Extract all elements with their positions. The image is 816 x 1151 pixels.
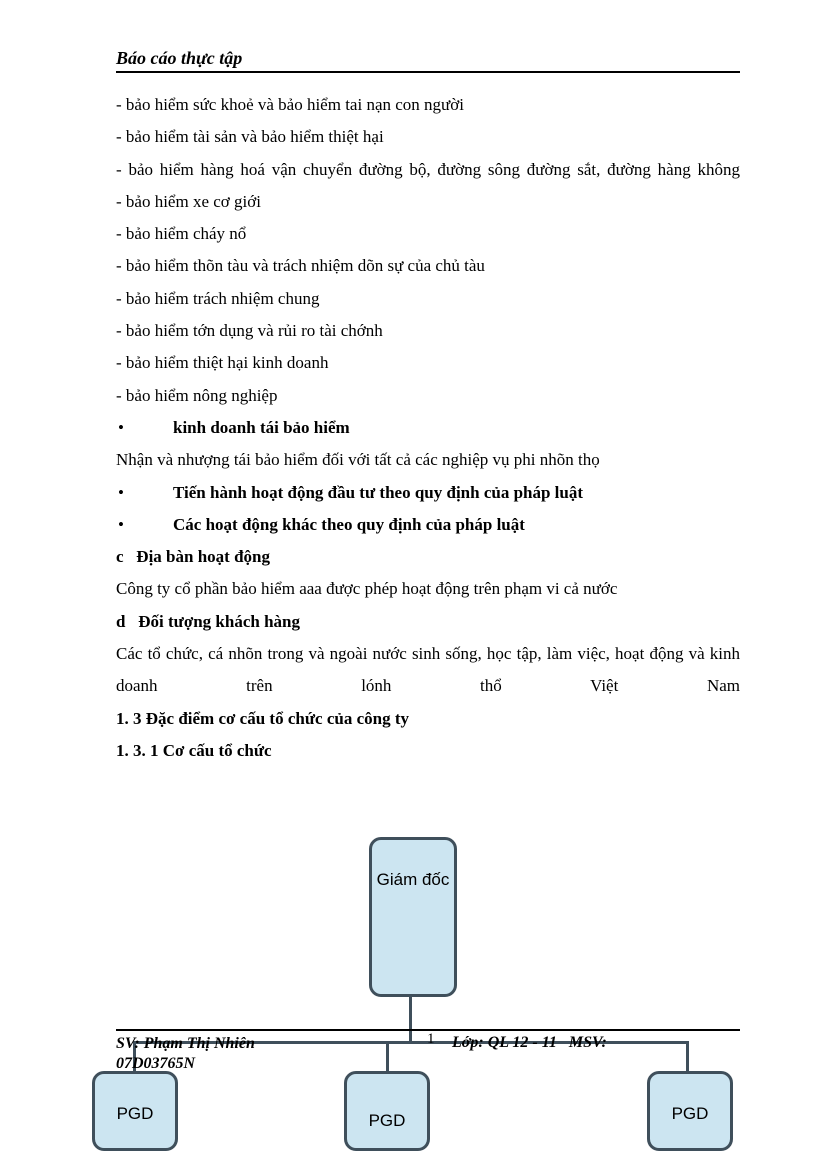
- footer-student: SV: Phạm Thị Nhiên 07D03765N: [116, 1035, 255, 1072]
- heading-org-structure: 1. 3. 1 Cơ cấu tổ chức: [116, 740, 272, 760]
- bullet-text: Các hoạt động khác theo quy định của pháp luật: [173, 514, 525, 534]
- connector-center-down: [386, 1041, 389, 1073]
- customers-text: Các tổ chức, cá nhõn trong và ngoài nước sinh sống, học tập, làm việc, hoạt động và kinh doanh trên lónh thổ Việt Nam: [116, 644, 740, 696]
- org-box-deputy: PGD: [92, 1071, 178, 1151]
- reinsurance-text: Nhận và nhượng tái bảo hiểm đối với tất cả các nghiệp vụ phi nhõn thọ: [116, 450, 600, 470]
- bullet-icon: •: [118, 514, 124, 534]
- header-rule: [116, 71, 740, 73]
- bullet-other: [116, 509, 740, 541]
- list-item: - bảo hiểm thiệt hại kinh doanh: [116, 353, 329, 373]
- list-item: - bảo hiểm tớn dụng và rủi ro tài chớnh: [116, 321, 383, 341]
- list-item: - bảo hiểm trách nhiệm chung: [116, 288, 320, 308]
- heading-area: c Địa bàn hoạt động: [116, 547, 270, 567]
- bullet-icon: •: [118, 417, 124, 437]
- list-item: - bảo hiểm hàng hoá vận chuyển đường bộ, đường sông đường sắt, đường hàng không: [116, 159, 740, 179]
- area-text: Công ty cổ phần bảo hiểm aaa được phép hoạt động trên phạm vi cả nước: [116, 579, 618, 599]
- heading-customers: d Đối tượng khách hàng: [116, 611, 301, 631]
- bullet-text: Tiến hành hoạt động đầu tư theo quy định của pháp luật: [173, 482, 584, 502]
- bullet-investment: [116, 477, 740, 509]
- connector-director-down: [409, 997, 412, 1043]
- bullet-icon: •: [118, 482, 124, 502]
- page-number: 1: [427, 1031, 435, 1047]
- list-item: - bảo hiểm nông nghiệp: [116, 385, 278, 405]
- bullet-reinsurance: [116, 412, 740, 444]
- header-title: Báo cáo thực tập: [116, 48, 243, 68]
- heading-structure: 1. 3 Đặc điểm cơ cấu tổ chức của công ty: [116, 708, 409, 728]
- bullet-text: kinh doanh tái bảo hiểm: [173, 417, 350, 437]
- org-box-deputy: PGD: [344, 1071, 430, 1151]
- connector-right-down: [686, 1041, 689, 1073]
- list-item: - bảo hiểm thõn tàu và trách nhiệm dõn sự của chủ tàu: [116, 256, 485, 276]
- list-item: - bảo hiểm sức khoẻ và bảo hiểm tai nạn con người: [116, 95, 464, 114]
- footer-class-info: Lớp: QL 12 - 11 MSV:: [452, 1034, 607, 1051]
- list-item: - bảo hiểm cháy nổ: [116, 224, 247, 244]
- list-item: - bảo hiểm tài sản và bảo hiểm thiệt hại: [116, 127, 384, 147]
- org-box-deputy: PGD: [647, 1071, 733, 1151]
- org-box-director: Giám đốc: [369, 837, 457, 997]
- document-body: [116, 89, 740, 767]
- list-item: - bảo hiểm xe cơ giới: [116, 191, 261, 211]
